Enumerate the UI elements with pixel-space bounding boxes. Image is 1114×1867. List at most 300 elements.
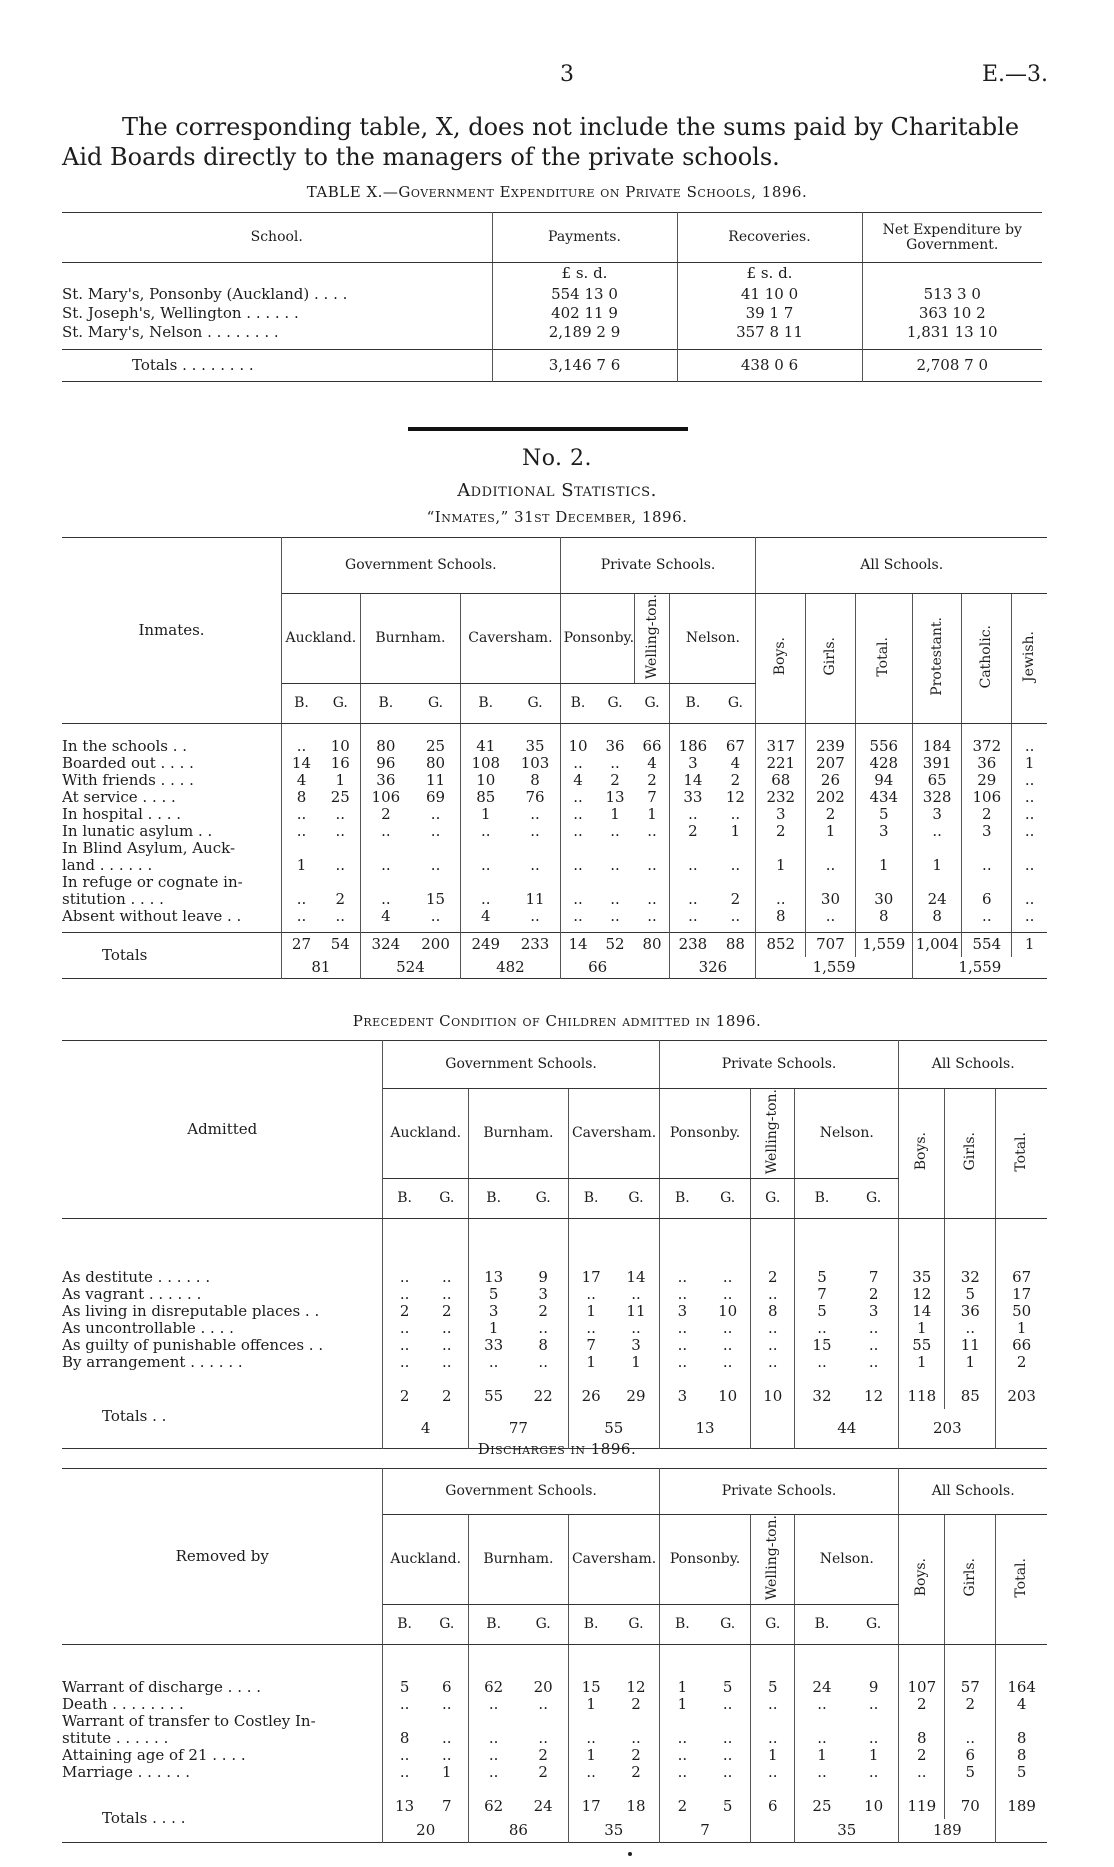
total-value: 10 (705, 1385, 751, 1409)
sex-header: B. (282, 684, 321, 724)
cell-value: .. (321, 908, 360, 925)
cell-value: 35 (899, 1269, 945, 1286)
cell-value: 239 (806, 738, 856, 755)
totals-label: Totals (62, 933, 282, 979)
cell-value (568, 1713, 613, 1730)
cell-value: .. (635, 908, 670, 925)
total-value: 14 (568, 935, 588, 954)
cell-value: .. (573, 788, 583, 806)
cell-value: .. (677, 1285, 688, 1303)
cell-value: 5 (945, 1764, 996, 1781)
table-x (62, 212, 1042, 382)
group-all: All Schools. (899, 1041, 1047, 1089)
cell-value: 14 (291, 754, 312, 772)
cell-value: 5 (705, 1679, 751, 1696)
cell-value (411, 840, 461, 857)
total-value: 233 (510, 933, 560, 957)
cell-value: 164 (1007, 1678, 1036, 1696)
cell-value: .. (321, 857, 360, 874)
cell-value: 17 (581, 1268, 601, 1286)
cell-value: .. (751, 1730, 795, 1747)
subtotal-value: 35 (795, 1819, 899, 1843)
cell-value: 5 (488, 1285, 499, 1303)
total-value: 2 (426, 1385, 469, 1409)
cell-value: .. (1024, 822, 1035, 840)
cell-value: .. (962, 857, 1012, 874)
row-label: By arrangement . . . . . . (62, 1354, 383, 1371)
cell-value: .. (751, 1354, 795, 1371)
cell-value: 12 (715, 789, 755, 806)
cell-value: .. (296, 890, 307, 908)
sex-header: G. (518, 1605, 568, 1645)
cell-value (411, 874, 461, 891)
cell-value: .. (688, 856, 698, 874)
cell-value (321, 874, 360, 891)
total-value: 852 (756, 933, 806, 957)
cell-value: .. (586, 1285, 596, 1303)
table-row (62, 1747, 1047, 1764)
cell-value: 13 (484, 1268, 504, 1286)
cell-value: 2 (321, 891, 360, 908)
cell-value: .. (912, 823, 962, 840)
section-subtitle: “Inmates,” 31st December, 1896. (426, 508, 688, 526)
cell-value: .. (296, 737, 307, 755)
cell-value: 1 (817, 1746, 827, 1764)
school-wellington: Welling-ton. (764, 1515, 781, 1601)
sex-header: G. (715, 684, 755, 724)
precedent-title: Precedent Condition of Children admitted in 1896. (352, 1012, 762, 1030)
cell-value: .. (613, 1286, 659, 1303)
cell-value: 7 (817, 1285, 827, 1303)
cell-value: .. (399, 1336, 410, 1354)
cell-value: .. (806, 857, 856, 874)
cell-value: .. (518, 1730, 568, 1747)
cell-value: 1 (321, 772, 360, 789)
school-caversham: Caversham. (568, 1515, 659, 1605)
row-label: land . . . . . . (62, 857, 282, 874)
cell-value: 94 (855, 772, 912, 789)
cell-value: .. (688, 907, 698, 925)
cell-value: .. (321, 823, 360, 840)
row-label: As guilty of punishable offences . . (62, 1337, 383, 1354)
col-girls: Girls. (961, 1558, 978, 1597)
cell-value: .. (411, 908, 461, 925)
net-value: 363 10 2 (918, 303, 986, 322)
cell-value: 15 (581, 1678, 601, 1696)
subtotal-value: 55 (568, 1409, 659, 1449)
cell-value: 62 (484, 1678, 504, 1696)
cell-value: 3 (688, 754, 698, 772)
subtotal-value: 482 (461, 957, 560, 979)
cell-value: 8 (518, 1337, 568, 1354)
total-value: 55 (484, 1387, 504, 1406)
table-row (62, 1730, 1047, 1747)
sex-header: B. (659, 1605, 705, 1645)
cell-value (510, 874, 560, 891)
cell-value: .. (849, 1337, 899, 1354)
recoveries-value: 39 1 7 (677, 304, 862, 323)
cell-value (461, 840, 511, 857)
cell-value: 96 (376, 754, 396, 772)
total-value: 54 (321, 933, 360, 957)
cell-value: .. (426, 1286, 469, 1303)
row-label: stitution . . . . (62, 891, 282, 908)
sex-header: B. (383, 1605, 426, 1645)
cell-value: 434 (855, 789, 912, 806)
cell-value: 25 (411, 738, 461, 755)
cell-value: .. (481, 856, 491, 874)
cell-value: 76 (510, 789, 560, 806)
cell-value: 11 (510, 891, 560, 908)
cell-value: 5 (399, 1678, 410, 1696)
total-value: 249 (471, 935, 501, 954)
cell-value: 24 (812, 1678, 832, 1696)
cell-value: 2 (849, 1286, 899, 1303)
cell-value: .. (399, 1319, 410, 1337)
cell-value: 11 (945, 1337, 996, 1354)
total-value: 13 (395, 1797, 415, 1816)
cell-value (855, 874, 912, 891)
cell-value (360, 840, 411, 857)
cell-value: 2 (945, 1696, 996, 1713)
cell-value: 4 (381, 907, 391, 925)
group-private: Private Schools. (659, 1041, 899, 1089)
cell-value: 4 (296, 771, 307, 789)
total-value: 17 (581, 1797, 601, 1816)
cell-value: 36 (945, 1303, 996, 1320)
cell-value: 7 (849, 1269, 899, 1286)
cell-value: 30 (855, 891, 912, 908)
net-value: 1,831 13 10 (906, 322, 998, 341)
cell-value: 1 (1016, 1319, 1027, 1337)
cell-value: 391 (912, 755, 962, 772)
inmates-header: Inmates. (62, 538, 282, 724)
cell-value: 3 (849, 1303, 899, 1320)
cell-value: 2 (426, 1303, 469, 1320)
cell-value: 80 (411, 755, 461, 772)
cell-value: .. (381, 890, 391, 908)
cell-value: .. (518, 1696, 568, 1713)
cell-value: 4 (573, 771, 583, 789)
cell-value: .. (426, 1696, 469, 1713)
cell-value: 2 (610, 771, 620, 789)
cell-value: 1 (488, 1319, 499, 1337)
cell-value: 9 (849, 1679, 899, 1696)
document-code: E.—3. (981, 62, 1048, 87)
table-row (62, 806, 1047, 823)
cell-value: .. (381, 822, 391, 840)
cell-value: .. (945, 1730, 996, 1747)
cell-value: .. (399, 1353, 410, 1371)
cell-value: .. (849, 1320, 899, 1337)
cell-value: 2 (381, 805, 391, 823)
cell-value: 12 (899, 1286, 945, 1303)
cell-value: 1 (613, 1354, 659, 1371)
sex-header: G. (751, 1179, 795, 1219)
cell-value: .. (481, 890, 491, 908)
cell-value: 12 (613, 1679, 659, 1696)
sex-header: B. (670, 684, 716, 724)
school-nelson: Nelson. (795, 1089, 899, 1179)
sex-header: B. (468, 1605, 518, 1645)
totals-label: Totals . . . . . . . . (62, 350, 492, 382)
cell-value: 3 (518, 1286, 568, 1303)
school-name: St. Joseph's, Wellington . . . . . . (62, 304, 492, 323)
cell-value (426, 1713, 469, 1730)
school-name: St. Mary's, Nelson . . . . . . . . (62, 323, 492, 342)
col-total: Total. (1013, 1557, 1030, 1598)
col-boys: Boys. (772, 637, 789, 676)
cell-value (613, 1713, 659, 1730)
cell-value: .. (1024, 856, 1035, 874)
cell-value: 2 (751, 1269, 795, 1286)
total-value: 1 (1024, 935, 1035, 954)
row-label: Warrant of discharge . . . . (62, 1679, 383, 1696)
cell-value: .. (399, 1695, 410, 1713)
cell-value: 8 (899, 1730, 945, 1747)
cell-value (595, 840, 634, 857)
cell-value: .. (705, 1764, 751, 1781)
total-value: 189 (1007, 1797, 1036, 1816)
row-label: As destitute . . . . . . (62, 1269, 383, 1286)
cell-value: .. (399, 1268, 410, 1286)
cell-value: 4 (481, 907, 491, 925)
units-label: £ s. d. (492, 263, 677, 285)
cell-value: .. (751, 1764, 795, 1781)
cell-value: .. (426, 1320, 469, 1337)
row-label: Absent without leave . . (62, 908, 282, 925)
cell-value: 69 (411, 789, 461, 806)
cell-value: 33 (683, 788, 703, 806)
row-label: As living in disreputable places . . (62, 1303, 383, 1320)
sex-header: G. (849, 1179, 899, 1219)
cell-value: 80 (376, 737, 396, 755)
table-row (62, 857, 1047, 874)
cell-value (795, 1713, 849, 1730)
total-value: 707 (806, 933, 856, 957)
cell-value: 1 (912, 857, 962, 874)
group-private: Private Schools. (560, 538, 756, 594)
net-value: 513 3 0 (923, 284, 981, 303)
cell-value (962, 874, 1012, 891)
cell-value (560, 840, 595, 857)
cell-value: .. (613, 1730, 659, 1747)
totals-label: Totals . . (62, 1385, 383, 1449)
total-value: 18 (613, 1795, 659, 1819)
cell-value: .. (481, 822, 491, 840)
cell-value: .. (296, 822, 307, 840)
cell-value (756, 874, 806, 891)
cell-value: 36 (605, 737, 625, 755)
cell-value: 67 (715, 738, 755, 755)
row-label: stitute . . . . . . (62, 1730, 383, 1747)
cell-value (912, 840, 962, 857)
total-value: 29 (613, 1385, 659, 1409)
cell-value: .. (488, 1763, 499, 1781)
cell-value: .. (426, 1730, 469, 1747)
sex-header: G. (751, 1605, 795, 1645)
cell-value: 317 (756, 738, 806, 755)
cell-value: .. (705, 1730, 751, 1747)
sex-header: G. (705, 1605, 751, 1645)
cell-value: 106 (962, 789, 1012, 806)
cell-value: .. (411, 806, 461, 823)
cell-value: 428 (855, 755, 912, 772)
total-value: 203 (1007, 1387, 1036, 1406)
cell-value: 1 (677, 1695, 688, 1713)
cell-value: .. (677, 1319, 688, 1337)
cell-value: .. (705, 1269, 751, 1286)
col-girls: Girls. (961, 1132, 978, 1171)
table-row (62, 1696, 1047, 1713)
school-auckland: Auckland. (282, 594, 361, 684)
cell-value: .. (573, 890, 583, 908)
cell-value: 232 (756, 789, 806, 806)
cell-value: .. (688, 805, 698, 823)
cell-value: 29 (962, 772, 1012, 789)
cell-value (715, 874, 755, 891)
total-value: 238 (678, 935, 708, 954)
total-value: 12 (849, 1385, 899, 1409)
cell-value: 9 (518, 1269, 568, 1286)
sex-header: B. (568, 1605, 613, 1645)
total-value: 324 (371, 935, 401, 954)
cell-value: .. (586, 1763, 596, 1781)
table-row (62, 1286, 1047, 1303)
cell-value: .. (849, 1730, 899, 1747)
totals-label: Totals . . . . (62, 1795, 383, 1843)
cell-value (945, 1713, 996, 1730)
row-label: Marriage . . . . . . (62, 1764, 383, 1781)
recoveries-value: 41 10 0 (677, 285, 862, 304)
cell-value (855, 840, 912, 857)
col-net: Net Expenditure by Government. (862, 213, 1042, 263)
cell-value (560, 874, 595, 891)
cell-value: 13 (605, 788, 625, 806)
cell-value: .. (817, 1353, 827, 1371)
total-value: 2 (677, 1797, 688, 1816)
cell-value: 3 (677, 1302, 688, 1320)
cell-value: 2 (962, 806, 1012, 823)
cell-value: 36 (962, 755, 1012, 772)
discharges-title: Discharges in 1896. (477, 1440, 637, 1458)
cell-value (962, 840, 1012, 857)
cell-value: 1 (855, 857, 912, 874)
cell-value: .. (715, 806, 755, 823)
cell-value: 3 (488, 1302, 499, 1320)
table-row (62, 1320, 1047, 1337)
cell-value: .. (817, 1319, 827, 1337)
cell-value: .. (1024, 890, 1035, 908)
col-recoveries: Recoveries. (677, 213, 862, 263)
cell-value: .. (1024, 907, 1035, 925)
cell-value: .. (321, 806, 360, 823)
subtotal-value: 13 (659, 1409, 751, 1449)
cell-value (635, 840, 670, 857)
table-row (62, 891, 1047, 908)
sex-header: B. (461, 684, 511, 724)
cell-value: 8 (751, 1303, 795, 1320)
subtotal-value: 524 (360, 957, 460, 979)
cell-value: .. (426, 1269, 469, 1286)
cell-value: .. (488, 1746, 499, 1764)
cell-value: .. (510, 908, 560, 925)
cell-value: 1 (635, 806, 670, 823)
row-label: Attaining age of 21 . . . . (62, 1747, 383, 1764)
col-boys: Boys. (913, 1558, 930, 1597)
col-boys: Boys. (913, 1132, 930, 1171)
sex-header: G. (426, 1179, 469, 1219)
cell-value: .. (705, 1286, 751, 1303)
table-row (62, 789, 1047, 806)
cell-value (996, 1713, 1047, 1730)
row-label: In Blind Asylum, Auck- (62, 840, 282, 857)
cell-value: 5 (945, 1286, 996, 1303)
cell-value: 372 (962, 738, 1012, 755)
cell-value: 1 (806, 823, 856, 840)
cell-value: .. (677, 1763, 688, 1781)
cell-value: 1 (296, 856, 307, 874)
school-burnham: Burnham. (468, 1089, 568, 1179)
cell-value: .. (677, 1729, 688, 1747)
cell-value: .. (426, 1354, 469, 1371)
cell-value: 3 (962, 823, 1012, 840)
cell-value: .. (635, 823, 670, 840)
cell-value: .. (945, 1320, 996, 1337)
cell-value: 7 (635, 789, 670, 806)
col-total: Total. (875, 636, 892, 677)
cell-value: .. (899, 1764, 945, 1781)
cell-value: 8 (296, 788, 307, 806)
cell-value: 8 (855, 908, 912, 925)
table-row (62, 908, 1047, 925)
subtotal-value: 7 (659, 1819, 751, 1843)
sex-header: G. (635, 684, 670, 724)
cell-value: .. (705, 1696, 751, 1713)
table-row (62, 1269, 1047, 1286)
cell-value (705, 1713, 751, 1730)
sex-header: G. (426, 1605, 469, 1645)
cell-value (282, 840, 321, 857)
totals-recoveries: 438 0 6 (677, 350, 862, 382)
cell-value: .. (411, 857, 461, 874)
cell-value: .. (399, 1763, 410, 1781)
cell-value: .. (613, 1320, 659, 1337)
cell-value: 3 (855, 823, 912, 840)
cell-value: 15 (812, 1336, 832, 1354)
school-nelson: Nelson. (670, 594, 756, 684)
school-name: St. Mary's, Ponsonby (Auckland) . . . . (62, 285, 492, 304)
table-row (62, 323, 1042, 342)
subtotal-value: 326 (670, 957, 756, 979)
cell-value: 1 (899, 1354, 945, 1371)
cell-value: 6 (426, 1679, 469, 1696)
total-value: 200 (411, 933, 461, 957)
table-row (62, 874, 1047, 891)
cell-value: 14 (899, 1303, 945, 1320)
cell-value: 8 (1016, 1729, 1027, 1747)
cell-value: .. (677, 1353, 688, 1371)
table-row (62, 1303, 1047, 1320)
cell-value: 33 (484, 1336, 504, 1354)
subtotal-value: 44 (795, 1409, 899, 1449)
sex-header: G. (849, 1605, 899, 1645)
discharges-table (62, 1468, 1047, 1843)
col-catholic: Catholic. (978, 624, 995, 689)
cell-value: 55 (899, 1337, 945, 1354)
cell-value: 50 (1012, 1302, 1032, 1320)
cell-value: 85 (476, 788, 496, 806)
